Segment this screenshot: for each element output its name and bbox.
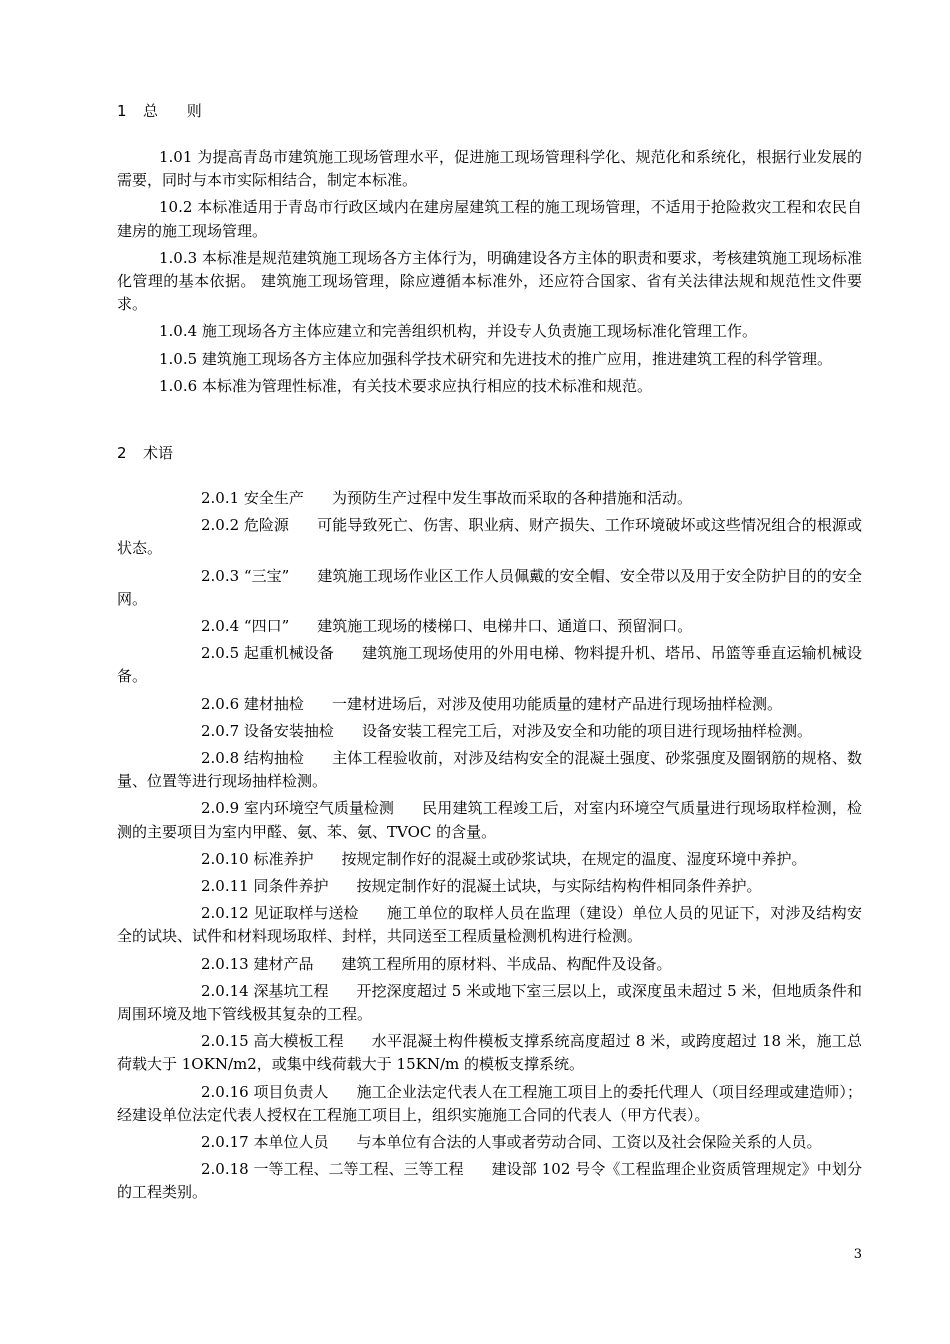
- paragraph-1-06: 1.0.6 本标准为管理性标准，有关技术要求应执行相应的技术标准和规范。: [159, 376, 652, 395]
- section-2-number: 2: [117, 444, 127, 462]
- paragraph-1-05: 1.0.5 建筑施工现场各方主体应加强科学技术研究和先进技术的推广应用，推进建筑工程的科学管理。: [159, 349, 832, 368]
- term-entry: [117, 902, 862, 948]
- section-1-heading: [117, 101, 214, 121]
- section-2-title: 术语: [143, 444, 174, 462]
- term-definition: 水平混凝土构件模板支撑系统高度超过 8 米，或跨度超过 18 米，施工总荷载大于 1OKN/m2，或集中线荷载大于 15KN/m 的模板支撑系统。: [117, 1032, 862, 1074]
- term-name: 2.0.11 同条件养护: [201, 877, 329, 896]
- section-1-body: [117, 146, 862, 398]
- term-definition: 主体工程验收前，对涉及结构安全的混凝土强度、砂浆强度及圈钢筋的规格、数量、位置等进行现场抽样检测。: [117, 749, 862, 791]
- term-name: 2.0.9 室内环境空气质量检测: [201, 799, 394, 818]
- term-definition: 施工企业法定代表人在工程施工项目上的委托代理人（项目经理或建造师）；经建设单位法定代表人授权在工程施工项目上，组织实施施工合同的代表人（甲方代表）。: [117, 1082, 862, 1124]
- term-definition: 开挖深度超过 5 米或地下室三层以上，或深度虽未超过 5 米，但地质条件和周围环境及地下管线极其复杂的工程。: [117, 981, 862, 1024]
- term-entry: [117, 848, 862, 871]
- term-name: 2.0.17 本单位人员: [201, 1133, 329, 1152]
- term-name: 2.0.10 标准养护: [201, 849, 314, 868]
- term-entry: [117, 565, 862, 611]
- term-entry: [117, 642, 862, 688]
- term-definition: 与本单位有合法的人事或者劳动合同、工资以及社会保险关系的人员。: [356, 1133, 822, 1152]
- paragraph-1-01: 1.01 为提高青岛市建筑施工现场管理水平，促进施工现场管理科学化、规范化和系统化，根据行业发展的需要，同时与本市实际相结合，制定本标准。: [117, 148, 862, 190]
- term-name: 2.0.15 高大模板工程: [201, 1032, 344, 1051]
- paragraph-1-04: 1.0.4 施工现场各方主体应建立和完善组织机构，并设专人负责施工现场标准化管理工作。: [159, 322, 757, 341]
- term-name: 2.0.3 “三宝”: [201, 566, 290, 585]
- term-entry: [117, 875, 862, 898]
- term-name: 2.0.13 建材产品: [201, 954, 314, 973]
- term-name: 2.0.5 起重机械设备: [201, 644, 334, 663]
- term-name: 2.0.18 一等工程、二等工程、三等工程: [201, 1160, 464, 1179]
- paragraph-1-02: 10.2 本标准适用于青岛市行政区域内在建房屋建筑工程的施工现场管理，不适用于抢险救灾工程和农民自建房的施工现场管理。: [117, 198, 862, 240]
- term-name: 2.0.2 危险源: [201, 516, 289, 535]
- term-entry: [117, 980, 862, 1026]
- term-definition: 设备安装工程完工后，对涉及安全和功能的项目进行现场抽样检测。: [361, 721, 812, 740]
- term-definition: 按规定制作好的混凝土或砂浆试块，在规定的温度、湿度环境中养护。: [341, 849, 807, 868]
- term-definition: 建筑工程所用的原材料、半成品、构配件及设备。: [341, 954, 672, 973]
- term-definition: 按规定制作好的混凝土试块，与实际结构构件相同条件养护。: [356, 877, 762, 896]
- term-definition: 民用建筑工程竣工后，对室内环境空气质量进行现场取样检测，检测的主要项目为室内甲醛、氨、苯、氨、TVOC 的含量。: [117, 799, 862, 841]
- term-definition: 建筑施工现场作业区工作人员佩戴的安全帽、安全带以及用于安全防护目的的安全网。: [117, 566, 862, 608]
- term-name: 2.0.7 设备安装抽检: [201, 721, 334, 740]
- term-entry: [117, 514, 862, 560]
- term-name: 2.0.12 见证取样与送检: [201, 904, 359, 923]
- section-2-heading: [117, 443, 173, 463]
- term-entry: [117, 693, 862, 716]
- term-name: 2.0.8 结构抽检: [201, 749, 304, 768]
- term-definition: 建筑施工现场的楼梯口、电梯井口、通道口、预留洞口。: [317, 617, 693, 636]
- term-definition: 施工单位的取样人员在监理（建设）单位人员的见证下，对涉及结构安全的试块、试件和材料现场取样、封样，共同送至工程质量检测机构进行检测。: [117, 904, 862, 946]
- term-entry: [117, 1081, 862, 1127]
- term-entry: [117, 797, 862, 843]
- term-entry: [117, 615, 862, 638]
- section-1-number: 1: [117, 102, 127, 120]
- term-entry: [117, 1131, 862, 1154]
- section-2-body: [117, 487, 862, 1205]
- term-entry: [117, 720, 862, 743]
- section-1-title: 总 则: [143, 102, 214, 120]
- term-entry: [117, 1030, 862, 1076]
- term-definition: 一建材进场后，对涉及使用功能质量的建材产品进行现场抽样检测。: [331, 694, 782, 713]
- term-definition: 为预防生产过程中发生事故而采取的各种措施和活动。: [331, 489, 692, 507]
- paragraph-1-03: 1.0.3 本标准是规范建筑施工现场各方主体行为，明确建设各方主体的职责和要求，考核建筑施工现场标准化管理的基本依据。 建筑施工现场管理，除应遵循本标准外，还应符合国家、省有关法律法规和规范性文件要求。: [117, 248, 862, 314]
- term-name: 2.0.14 深基坑工程: [201, 981, 329, 1000]
- term-definition: 建设部 102 号令《工程监理企业资质管理规定》中划分的工程类别。: [117, 1160, 862, 1202]
- term-entry: [117, 1158, 862, 1204]
- term-definition: 建筑施工现场使用的外用电梯、物料提升机、塔吊、吊篮等垂直运输机械设备。: [117, 644, 862, 686]
- term-entry: [117, 953, 862, 976]
- term-entry: [117, 747, 862, 793]
- term-name: 2.0.6 建材抽检: [201, 694, 304, 713]
- term-name: 2.0.16 项目负责人: [201, 1082, 329, 1101]
- term-definition: 可能导致死亡、伤害、职业病、财产损失、工作环境破坏或这些情况组合的根源或状态。: [117, 516, 862, 558]
- page-number: 3: [853, 1247, 862, 1262]
- term-name: 2.0.1 安全生产: [201, 489, 304, 507]
- term-name: 2.0.4 “四口”: [201, 617, 290, 636]
- term-entry: [117, 487, 862, 510]
